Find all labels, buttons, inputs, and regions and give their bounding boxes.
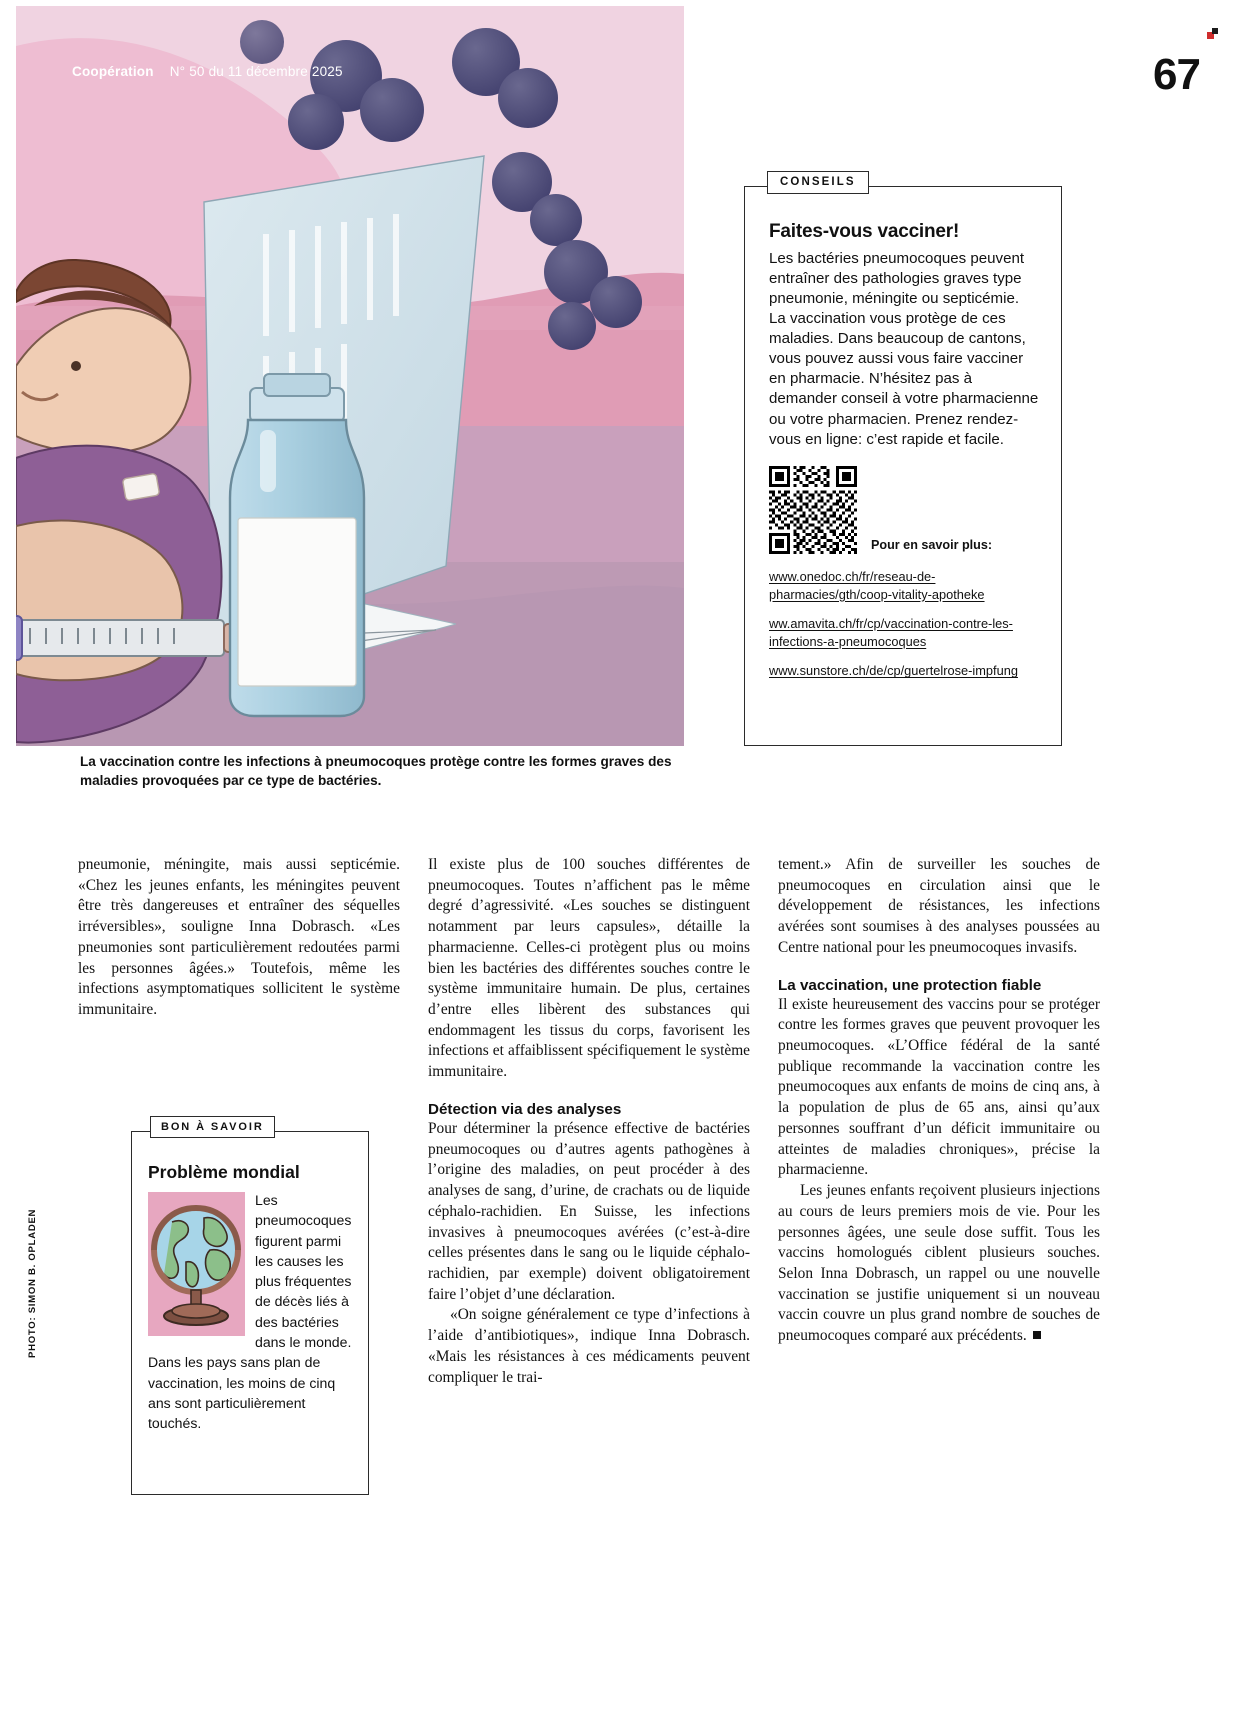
masthead [72, 64, 343, 79]
bon-a-savoir-tab-label: BON À SAVOIR [150, 1116, 275, 1138]
conseils-links [769, 568, 1039, 681]
conseils-body: Les bactéries pneumocoques peuvent entraîner des pathologies graves type pneumonie, méningite ou septicémie. La vaccination vous protège de ces maladies. Dans beaucoup de cantons, vous pouvez aussi vous faire vacciner en pharmacie. N’hésitez pas à demander conseil à votre pharmacienne ou votre pharmacien. Prenez rendez-vous en ligne: c’est rapide et facile. [769, 250, 1039, 448]
column2-heading: Détection via des analyses [428, 1100, 622, 1118]
masthead-issue: N° 50 du 11 décembre 2025 [169, 64, 343, 79]
bon-a-savoir-box [131, 1121, 369, 1495]
image-caption: La vaccination contre les infections à pneumocoques protège contre les formes graves des maladies provoquées par ce type de bactéries. [80, 754, 672, 789]
globe-icon [148, 1192, 245, 1336]
link-sunstore[interactable]: www.sunstore.ch/de/cp/guertelrose-impfung [769, 663, 1018, 679]
page-number: 67 [1153, 50, 1200, 99]
link-onedoc[interactable]: www.onedoc.ch/fr/reseau-de-pharmacies/gth/coop-vitality-apotheke [769, 568, 985, 602]
photo-credit: PHOTO: SIMON B. OPLADEN [27, 1208, 38, 1358]
article-column-2 [428, 855, 750, 1495]
end-of-article-mark [1033, 1331, 1041, 1339]
column3-heading: La vaccination, une protection fiable [778, 976, 1042, 994]
corner-color-mark [1207, 28, 1218, 39]
column2-paragraph-1: Pour déterminer la présence effective de bactéries pneumocoques ou d’autres agents pathogènes à l’origine des maladies, on peut procéder à des analyses de sang, d’urine, de crachats ou de liquide céphalo-rachidien. En Suisse, les infections invasives à pneumocoques avérées (c’est-à-dire celles présentes dans le sang ou le liquide céphalo-rachidien, par exemple) doivent obligatoirement faire l’objet d’une déclaration. [428, 1119, 750, 1303]
conseils-box [744, 176, 1062, 746]
qr-code-image [769, 466, 857, 554]
column3-paragraph-1: Il existe heureusement des vaccins pour se protéger contre les formes graves que peuvent provoquer les pneumocoques. «L’Office fédéral de la santé publique recommande la vaccination contre les pneumocoques aux enfants de moins de cinq ans, à la population de plus de 65 ans, ainsi qu’aux personnes souffrant d’un déficit immunitaire ou atteintes de maladies chroniques», précise la pharmacienne. [778, 995, 1100, 1179]
qr-code[interactable] [769, 466, 857, 554]
column3-paragraph-2-text: Les jeunes enfants reçoivent plusieurs injections au cours de leurs premiers mois de vie. Pour les personnes âgées, une seule dose suffit. Tous les vaccins homologués ciblent plusieurs souches. Selon Inna Dobrasch, un rappel ou une nouvelle vaccination se justifie uniquement si un nouveau vaccin couvre un plus grand nombre de souches de pneumocoques comparé aux précédents. [778, 1182, 1100, 1345]
globe-illustration [148, 1192, 245, 1336]
conseils-title: Faites-vous vacciner! [769, 221, 960, 242]
column3-paragraph-2 [778, 1181, 1100, 1347]
masthead-brand: Coopération [72, 64, 154, 79]
corner-mark-black [1212, 28, 1218, 34]
column2-paragraph-2: «On soigne généralement ce type d’infections à l’aide d’antibiotiques», indique Inna Dobrasch. «Mais les résistances à ces médicaments peuvent compliquer le trai- [428, 1306, 750, 1386]
bon-a-savoir-title: Problème mondial [148, 1162, 300, 1182]
vaccine-vial [230, 374, 364, 716]
article-column-3 [778, 855, 1100, 1495]
bon-a-savoir-body: Les pneumocoques figurent parmi les causes les plus fréquentes de décès liés à des bactéries dans le monde. Dans les pays sans plan de vaccination, les moins de cinq ans sont particulièrement touchés. [148, 1192, 352, 1432]
qr-caption: Pour en savoir plus: [871, 537, 993, 552]
hero-illustration-art [16, 6, 684, 746]
column3-lead: tement.» Afin de surveiller les souches de pneumocoques en circulation ainsi que le développement de résistances, les infections avérées sont soumises à des analyses poussées au Centre national pour les pneumocoques invasifs. [778, 856, 1100, 956]
hero-illustration [16, 6, 684, 746]
column2-lead: Il existe plus de 100 souches différentes de pneumocoques. Toutes n’affichent pas le même degré d’agressivité. «Les souches se distinguent notamment par leurs capsules», détaille la pharmacienne. Celles-ci protègent plus ou moins bien les bactéries des différentes souches contre le système immunitaire humain. De plus, certaines d’entre elles libèrent des substances qui endommagent les tissus du corps, favorisent les infections et affaiblissent spécifiquement le système immunitaire. [428, 856, 750, 1081]
conseils-tab-label: CONSEILS [767, 171, 869, 194]
column1-paragraph-1: pneumonie, méningite, mais aussi septicémie. «Chez les jeunes enfants, les méningites peuvent être très dangereuses et entraîner des séquelles irréversibles», souligne Inna Dobrasch. «Les pneumonies sont particulièrement redoutées parmi les personnes âgées.» Toutefois, même les infections asymptomatiques sollicitent le système immunitaire. [78, 856, 400, 1019]
link-amavita[interactable]: ww.amavita.ch/fr/cp/vaccination-contre-les-infections-a-pneumocoques [769, 615, 1013, 650]
